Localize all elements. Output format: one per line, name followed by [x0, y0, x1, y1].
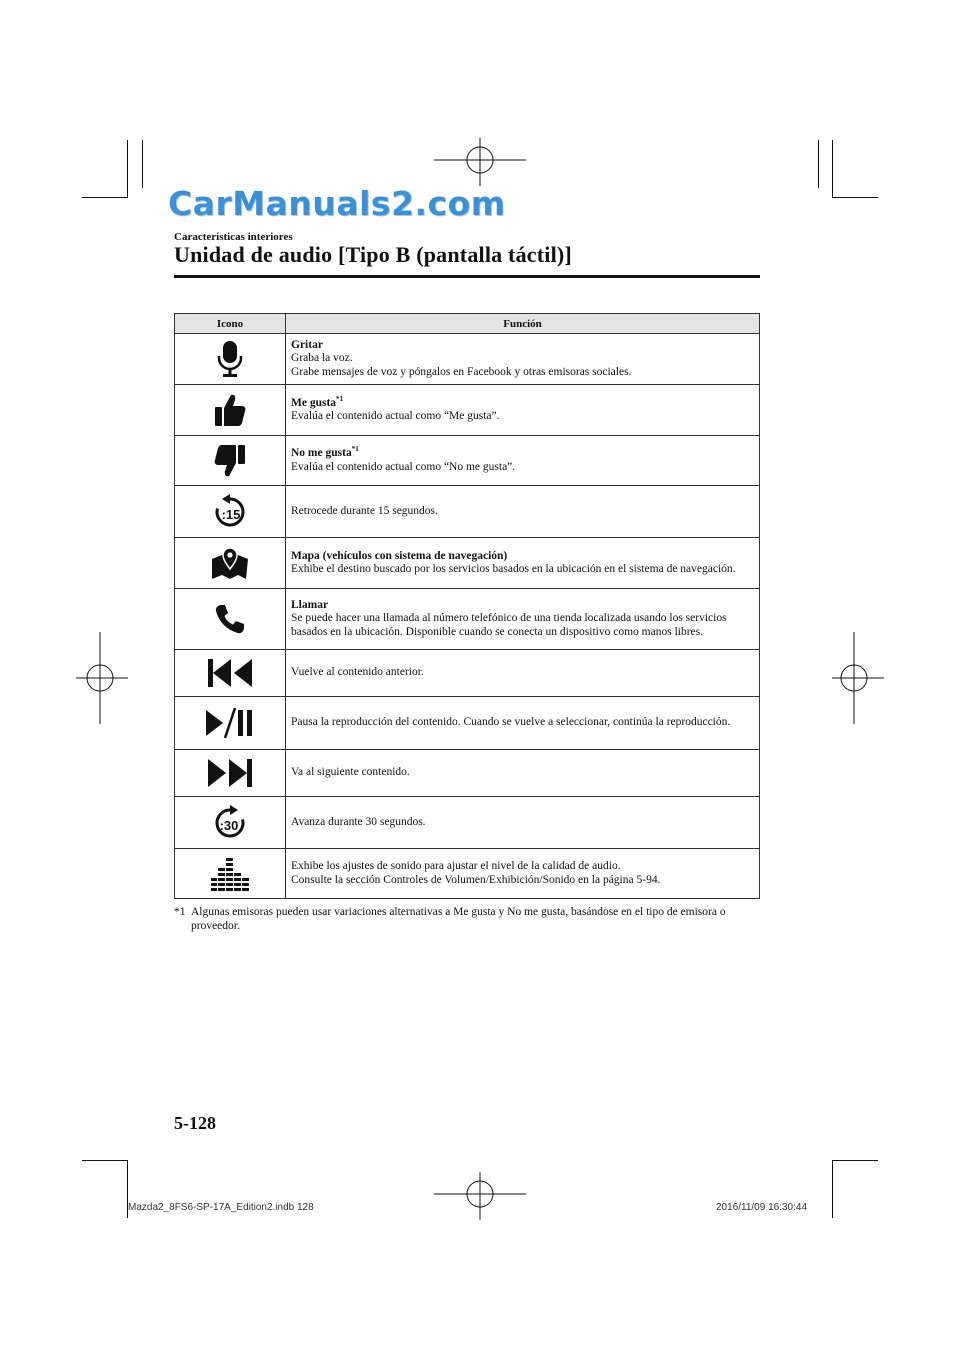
function-title: No me gusta [291, 447, 352, 459]
function-description: Retrocede durante 15 segundos. [291, 504, 438, 517]
function-description: Avanza durante 30 segundos. [291, 815, 426, 828]
watermark-logo: CarManuals2.com [168, 184, 506, 223]
equalizer-icon [210, 857, 250, 891]
function-description: Se puede hacer una llamada al número telefónico de una tienda localizada usando los servicios basados en la ubicación. Disponible cuando se conecta un dispositivo como manos libres. [291, 612, 727, 638]
footnote-ref: *1 [336, 394, 344, 403]
function-description: Evalúa el contenido actual como “Me gusta”. [291, 410, 500, 422]
table-header-row [175, 314, 760, 334]
function-title: Mapa (vehículos con sistema de navegación) [291, 549, 508, 562]
svg-text::15: :15 [221, 506, 241, 522]
table-row [175, 486, 760, 538]
table-row [175, 589, 760, 650]
table-row [175, 697, 760, 750]
footnote [174, 906, 760, 933]
column-header-function: Función [286, 314, 760, 334]
function-description: Exhibe los ajustes de sonido para ajustar el nivel de la calidad de audio. [291, 860, 621, 872]
function-description: Pausa la reproducción del contenido. Cuando se vuelve a seleccionar, continúa la reproducción. [291, 716, 731, 729]
imprint-file: Mazda2_8FS6-SP-17A_Edition2.indb 128 [128, 1202, 314, 1213]
table-row [175, 750, 760, 797]
next-track-icon [207, 758, 253, 788]
function-description: Graba la voz. [291, 352, 353, 365]
function-description: Exhibe el destino buscado por los servicios basados en la ubicación en el sistema de navegación. [291, 563, 736, 575]
previous-track-icon [207, 658, 253, 688]
function-title: Llamar [291, 598, 329, 611]
function-title: Me gusta [291, 396, 337, 409]
map-pin-icon [210, 545, 250, 581]
title-rule [174, 275, 760, 278]
table-row [175, 334, 760, 385]
replay-15-icon [212, 494, 248, 530]
svg-text::30: :30 [219, 817, 239, 833]
function-description: Grabe mensajes de voz y póngalos en Facebook y otras emisoras sociales. [291, 365, 632, 378]
registration-mark-left [76, 632, 128, 724]
function-description: Vuelve al contenido anterior. [291, 666, 424, 679]
registration-mark-top [434, 138, 526, 186]
thumbs-up-icon [214, 393, 246, 427]
registration-mark-bottom [434, 1172, 526, 1220]
table-row [175, 538, 760, 589]
phone-icon [214, 603, 246, 635]
table-row [175, 385, 760, 436]
function-description: Consulte la sección Controles de Volumen/Exhibición/Sonido en la página 5-94. [291, 873, 661, 886]
footnote-ref: *1 [351, 445, 359, 453]
registration-mark-right [832, 632, 884, 724]
page-title: Unidad de audio [Tipo B (pantalla táctil)] [174, 242, 572, 267]
table-row [175, 436, 760, 486]
microphone-icon [215, 340, 245, 378]
table-row [175, 849, 760, 899]
function-title: Gritar [291, 338, 323, 351]
section-label: Características interiores [174, 231, 293, 243]
page-number: 5-128 [174, 1113, 216, 1133]
thumbs-down-icon [214, 444, 246, 478]
column-header-icon: Icono [175, 314, 286, 334]
icon-function-table [174, 313, 760, 899]
footnote-mark: *1 [174, 906, 186, 918]
table-row [175, 797, 760, 849]
footnote-text: Algunas emisoras pueden usar variaciones alternativas a Me gusta y No me gusta, basándose en el tipo de emisora o proveedor. [191, 906, 726, 932]
function-description: Evalúa el contenido actual como “No me gusta”. [291, 460, 516, 473]
forward-30-icon [212, 805, 248, 841]
function-description: Va al siguiente contenido. [291, 766, 410, 779]
table-row [175, 650, 760, 697]
imprint-timestamp: 2016/11/09 16:30:44 [716, 1202, 808, 1213]
play-pause-icon [205, 707, 255, 739]
